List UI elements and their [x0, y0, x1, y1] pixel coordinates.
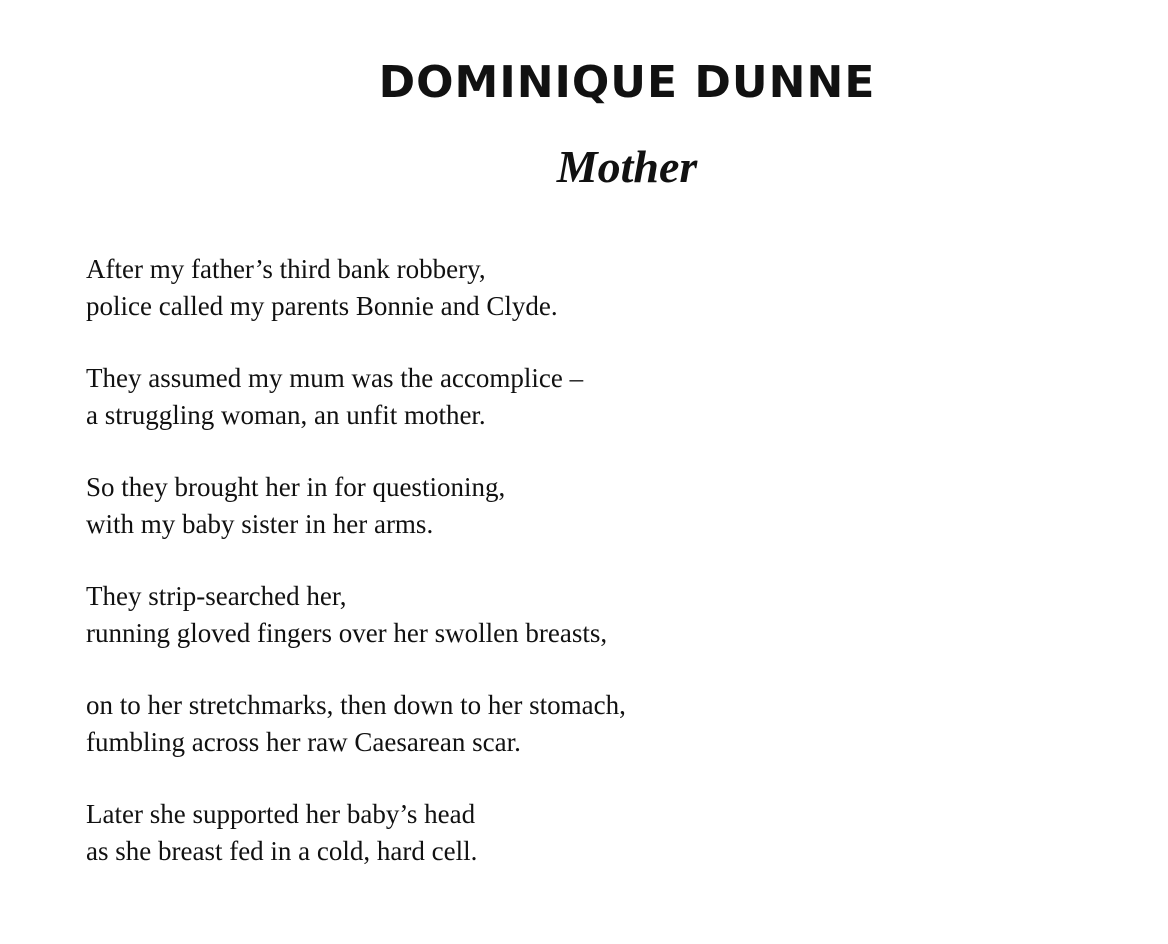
stanza: [86, 469, 846, 543]
poem-line: on to her stretchmarks, then down to her stomach,: [86, 690, 626, 720]
poem-title: Mother: [556, 141, 698, 192]
poem-line: with my baby sister in her arms.: [86, 509, 434, 539]
stanza: [86, 251, 846, 325]
poem-line: Later she supported her baby’s head: [86, 799, 476, 829]
author-name: DOMINIQUE DUNNE: [378, 57, 876, 108]
poem-body: [86, 251, 846, 905]
poem-line: running gloved fingers over her swollen breasts,: [86, 618, 608, 648]
poem-line: police called my parents Bonnie and Clyde.: [86, 291, 558, 321]
poem-line: After my father’s third bank robbery,: [86, 254, 486, 284]
poem-line: fumbling across her raw Caesarean scar.: [86, 727, 521, 757]
poem-line: So they brought her in for questioning,: [86, 472, 506, 502]
poem-line: as she breast fed in a cold, hard cell.: [86, 836, 478, 866]
poem-line: They strip-searched her,: [86, 581, 347, 611]
poem-line: a struggling woman, an unfit mother.: [86, 400, 486, 430]
stanza: [86, 796, 846, 870]
stanza: [86, 687, 846, 761]
poem-line: They assumed my mum was the accomplice –: [86, 363, 584, 393]
stanza: [86, 360, 846, 434]
stanza: [86, 578, 846, 652]
